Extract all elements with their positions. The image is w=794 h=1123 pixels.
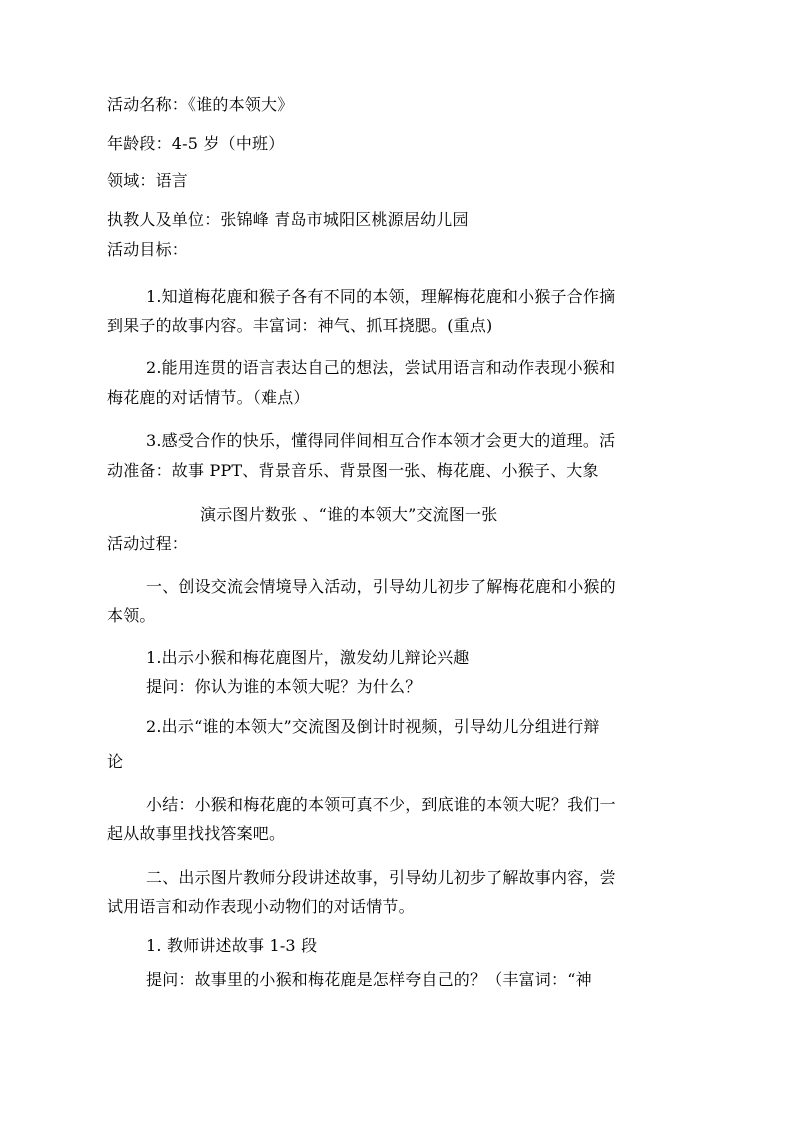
activity-name: 活动名称：《谁的本领大》 [107,95,294,114]
goal-3-line-2: 动准备：故事 PPT、背景音乐、背景图一张、梅花鹿、小猴子、大象 [107,461,599,480]
goal-1-line-1: 1.知道梅花鹿和猴子各有不同的本领，理解梅花鹿和小猴子合作摘 [146,287,616,306]
item-2-line-2: 论 [107,752,124,771]
step-1-line-2: 本领。 [107,606,156,625]
goals-heading: 活动目标： [107,240,189,259]
step-1-line-1: 一、创设交流会情境导入活动，引导幼儿初步了解梅花鹿和小猴的 [146,577,616,596]
summary-line-2: 起从故事里找找答案吧。 [107,824,286,843]
item-2-line-1: 2.出示“谁的本领大”交流图及倒计时视频，引导幼儿分组进行辩 [146,717,600,736]
age-group: 年龄段：4-5 岁（中班） [107,134,285,153]
goal-1-line-2: 到果子的故事内容。丰富词：神气、抓耳挠腮。(重点) [107,316,493,335]
goal-3-line-1: 3.感受合作的快乐，懂得同伴间相互合作本领才会更大的道理。活 [146,431,616,450]
question-1: 提问：你认为谁的本领大呢？为什么？ [146,677,422,696]
goal-2-line-1: 2.能用连贯的语言表达自己的想法，尝试用语言和动作表现小猴和 [146,358,616,377]
goal-2-line-2: 梅花鹿的对话情节。（难点） [107,388,310,407]
item-3: 1. 教师讲述故事 1-3 段 [146,936,318,955]
question-2: 提问：故事里的小猴和梅花鹿是怎样夸自己的？（丰富词：“神 [146,970,592,989]
item-1: 1.出示小猴和梅花鹿图片，激发幼儿辩论兴趣 [146,648,470,667]
domain: 领域：语言 [107,171,189,190]
goal-3-line-3: 演示图片数张 、“谁的本领大”交流图一张 [200,505,498,524]
step-2-line-2: 试用语言和动作表现小动物们的对话情节。 [107,897,415,916]
teacher-unit: 执教人及单位：张锦峰 青岛市城阳区桃源居幼儿园 [107,210,469,229]
step-2-line-1: 二、出示图片教师分段讲述故事，引导幼儿初步了解故事内容，尝 [146,868,616,887]
process-heading: 活动过程： [107,534,189,553]
summary-line-1: 小结：小猴和梅花鹿的本领可真不少，到底谁的本领大呢？我们一 [146,795,616,814]
